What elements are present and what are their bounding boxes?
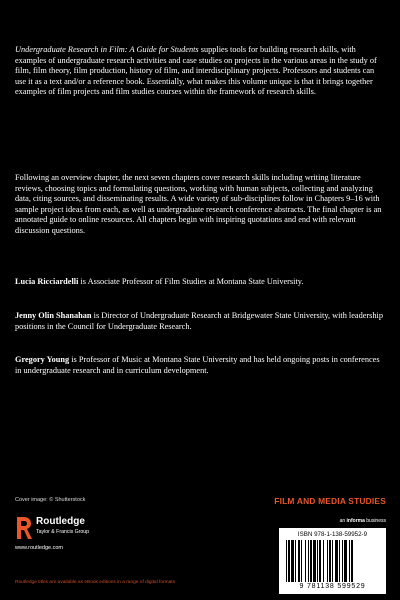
- subject-category: FILM AND MEDIA STUDIES: [274, 496, 386, 506]
- informa-name: informa: [346, 518, 365, 524]
- author-bio-1: [15, 277, 387, 288]
- publisher-name: Routledge: [36, 516, 85, 527]
- routledge-mark-icon: [15, 516, 32, 540]
- author-name: Gregory Young: [15, 355, 70, 364]
- ebook-note: Routledge titles are available as eBook editions in a range of digital formats: [15, 580, 175, 585]
- author-bio-text: is Director of Undergraduate Research at Bridgewater State University, with leadership positions in the Council for Undergraduate Research.: [15, 311, 384, 331]
- publisher-website: www.routledge.com: [15, 545, 63, 551]
- informa-business-tag: an informa business: [339, 518, 386, 524]
- isbn-label: ISBN 978-1-138-59952-9: [297, 531, 368, 538]
- author-name: Lucia Ricciardelli: [15, 277, 79, 286]
- author-bio-3: [15, 355, 387, 376]
- author-name: Jenny Olin Shanahan: [15, 311, 92, 320]
- author-bio-2: [15, 311, 387, 332]
- barcode-number: 9 781138 599529: [299, 583, 366, 590]
- cover-image-credit: Cover image: © Shutterstock: [15, 497, 86, 503]
- book-title: Undergraduate Research in Film: A Guide for Students: [15, 45, 199, 54]
- description-paragraph-2: Following an overview chapter, the next seven chapters cover research skills including writing literature reviews, choosing topics and formulating questions, working with human subjects, collecting and analyzing data, citing sources, and disseminating results. A wide variety of sub-disciplines follow in Chapters 9–16 with sample project ideas from each, as well as undergraduate research conference abstracts. The final chapter is an annotated guide to online resources. All chapters begin with inspiring quotations and end with relevant discussion questions.: [15, 173, 382, 235]
- barcode-panel: [279, 528, 386, 594]
- author-bio-text: is Associate Professor of Film Studies at Montana State University.: [78, 277, 304, 286]
- publisher-subtitle: Taylor & Francis Group: [36, 529, 90, 535]
- barcode-icon: [285, 540, 380, 582]
- author-bio-text: is Professor of Music at Montana State University and has held ongoing posts in conferences in undergraduate research and in curriculum development.: [15, 355, 380, 375]
- description-paragraph-1-text: supplies tools for building research skills, with examples of undergraduate research activities and case studies on projects in the various areas in the study of film, film theory, film production, history of film, and interdisciplinary projects. Professors and students can use it as a text and/or a reference book. Essentially, what makes this volume unique is that it brings together examples of film projects and film studies courses within the framework of research skills.: [15, 45, 377, 97]
- description-paragraph-1: [15, 45, 387, 98]
